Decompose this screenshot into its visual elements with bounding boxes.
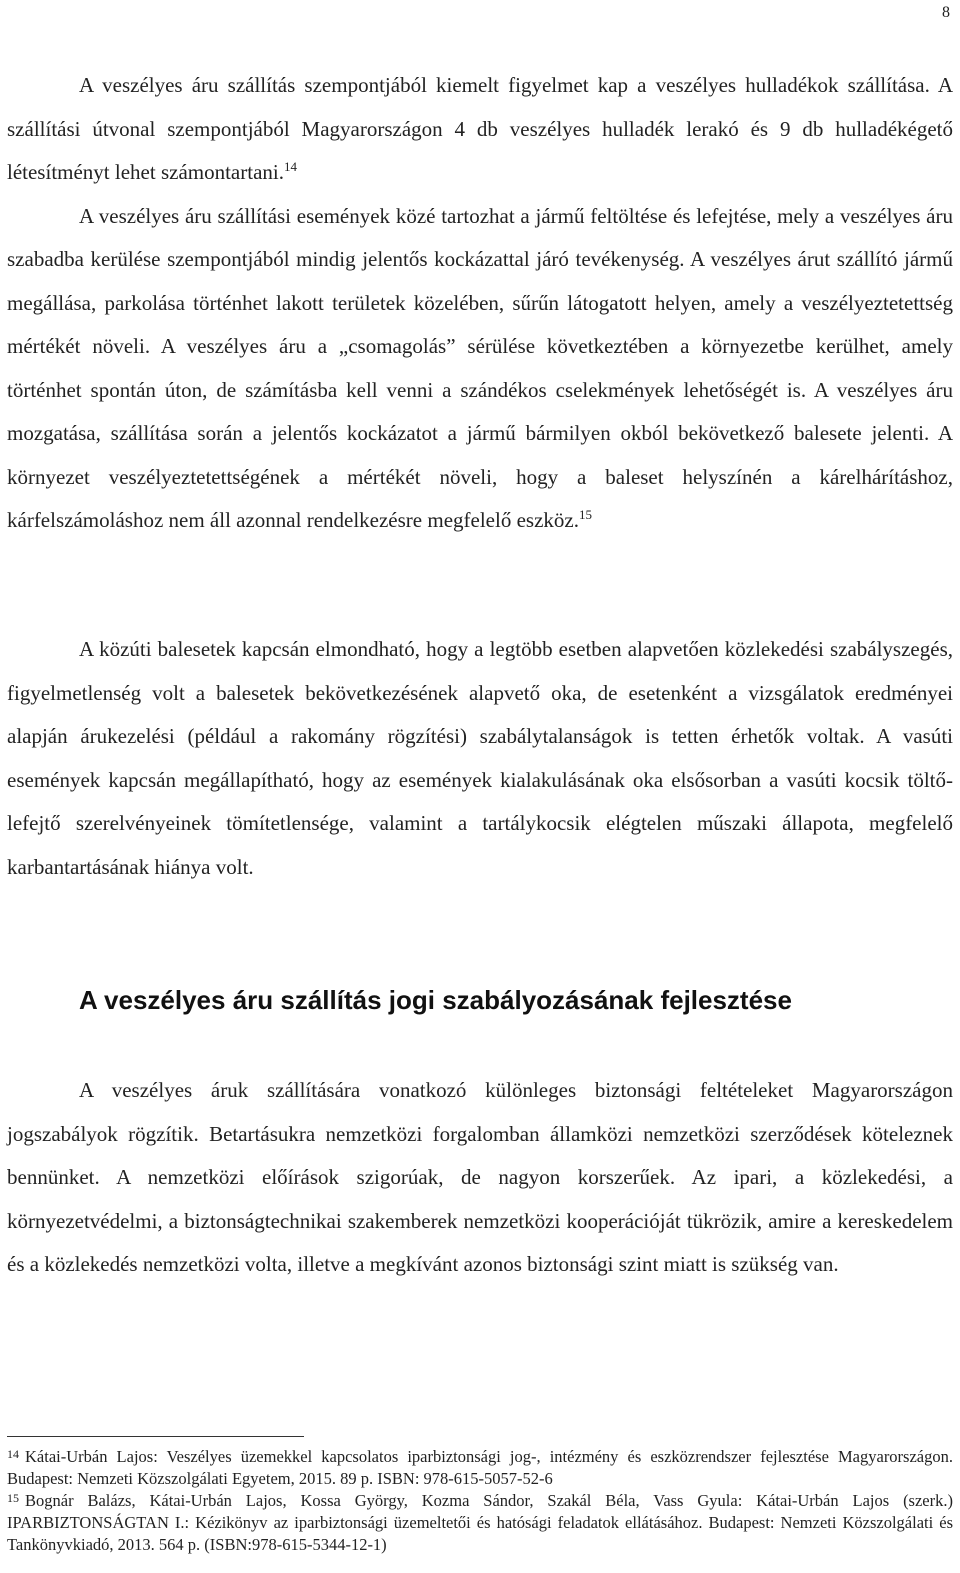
footnotes xyxy=(7,1446,953,1556)
section-heading: A veszélyes áru szállítás jogi szabályozásának fejlesztése xyxy=(79,985,792,1015)
footnote-mark: 14 xyxy=(7,1447,19,1461)
footnote-mark: 15 xyxy=(7,1491,19,1505)
paragraph-transport-events xyxy=(7,195,953,543)
paragraph-text: A veszélyes áru szállítási események közé tartozhat a jármű feltöltése és lefejtése, mely a veszélyes áru szabadba kerülése szempontjából mindig jelentős kockázattal járó tevékenység. A veszélyes árut szállító jármű megállása, parkolása történhet lakott területek közelében, sűrűn látogatott helyen, amely a veszélyeztetettség mértékét növeli. A veszélyes áru a „csomagolás” sérülése következtében a környezetbe kerülhet, amely történhet spontán úton, de számításba kell venni a szándékos cselekmények lehetőségét is. A veszélyes áru mozgatása, szállítása során a jelentős kockázatot a jármű bármilyen okból bekövetkező balesete jelenti. A környezet veszélyeztetettségének a mértékét növeli, hogy a baleset helyszínén a kárelhárításhoz, kárfelszámoláshoz nem áll azonnal rendelkezésre megfelelő eszköz. xyxy=(7,203,953,532)
paragraph-legal-regulation xyxy=(7,1069,953,1287)
page-number: 8 xyxy=(942,4,950,21)
body-text-section-2 xyxy=(7,628,953,889)
footnote-15 xyxy=(7,1490,953,1556)
body-text-section-1 xyxy=(7,64,953,543)
paragraph-text: A veszélyes áruk szállítására vonatkozó különleges biztonsági feltételeket Magyarországon jogszabályok rögzítik. Betartásukra nemzetközi forgalomban államközi nemzetközi szerződések köteleznek bennünket. A nemzetközi előírások szigorúak, de nagyon korszerűek. Az ipari, a közlekedési, a környezetvédelmi, a biztonságtechnikai szakemberek nemzetközi kooperációját tükrözik, amire a kereskedelem és a közlekedés nemzetközi volta, illetve a megkívánt azonos biztonsági szint miatt is szükség van. xyxy=(7,1078,953,1276)
footnote-text: Bognár Balázs, Kátai-Urbán Lajos, Kossa György, Kozma Sándor, Szakál Béla, Vass Gyula: Kátai-Urbán Lajos (szerk.) IPARBIZTONSÁGTAN I.: Kézikönyv az iparbiztonsági üzemeltetői és hatósági feladatok ellátásához. Budapest: Nemzeti Közszolgálati és Tankönyvkiadó, 2013. 564 p. (ISBN:978-615-5344-12-1) xyxy=(7,1491,953,1554)
paragraph-road-accidents xyxy=(7,628,953,889)
paragraph-hazardous-waste xyxy=(7,64,953,195)
footnote-reference: 14 xyxy=(284,159,297,174)
footnote-divider xyxy=(7,1436,304,1437)
footnote-text: Kátai-Urbán Lajos: Veszélyes üzemekkel kapcsolatos iparbiztonsági jog-, intézmény és eszközrendszer fejlesztése Magyarországon. Budapest: Nemzeti Közszolgálati Egyetem, 2015. 89 p. ISBN: 978-615-5057-52-6 xyxy=(7,1447,953,1488)
paragraph-text: A közúti balesetek kapcsán elmondható, hogy a legtöbb esetben alapvetően közlekedési szabályszegés, figyelmetlenség volt a balesetek bekövetkezésének alapvető oka, de esetenként a vizsgálatok eredményei alapján árukezelési (például a rakomány rögzítési) szabálytalanságok is tetten érhetők voltak. A vasúti események kapcsán megállapítható, hogy az események kialakulásának oka elsősorban a vasúti kocsik töltő-lefejtő szerelvényeinek tömítetlensége, valamint a tartálykocsik elégtelen műszaki állapota, megfelelő karbantartásának hiánya volt. xyxy=(7,637,953,879)
footnote-reference: 15 xyxy=(578,507,592,522)
footnote-14 xyxy=(7,1446,953,1490)
paragraph-text: A veszélyes áru szállítás szempontjából kiemelt figyelmet kap a veszélyes hulladékok szállítása. A szállítási útvonal szempontjából Magyarországon 4 db veszélyes hulladék lerakó és 9 db hulladékégető létesítményt lehet számontartani. xyxy=(7,73,953,184)
body-text-section-3 xyxy=(7,1069,953,1287)
